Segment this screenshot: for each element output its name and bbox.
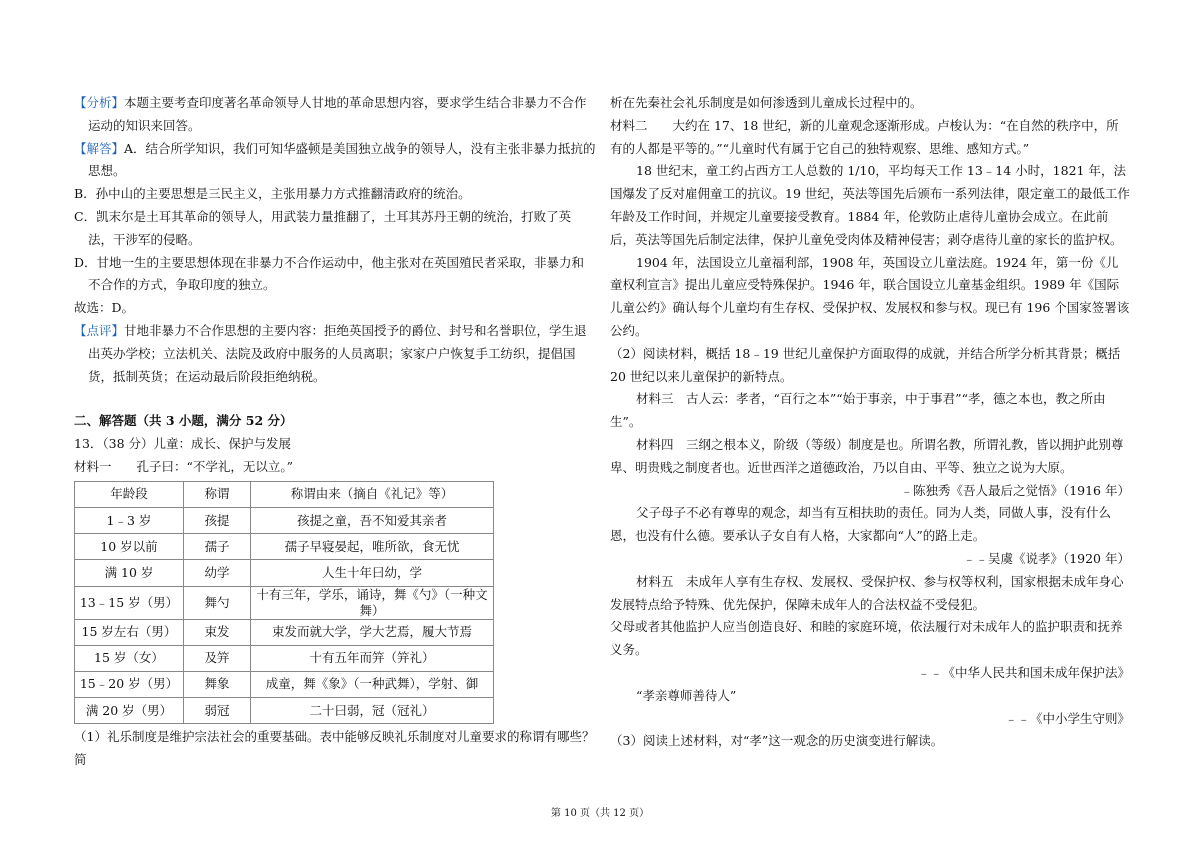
table-row (75, 507, 494, 533)
section-heading: 二、解答题（共 3 小题，满分 52 分） (74, 413, 293, 429)
table-cell: 13﹣15 岁（男） (75, 586, 184, 619)
choice: 故选：D。 (74, 300, 135, 316)
table-cell: 孺子 (184, 534, 251, 560)
table-row (75, 671, 494, 697)
answer-a-paragraph (74, 138, 596, 184)
question-13-1: （1）礼乐制度是维护宗法社会的重要基础。表中能够反映礼乐制度对儿童要求的称谓有哪些？简 (74, 729, 595, 768)
paragraph-parents: 父子母子不必有尊卑的观念，却当有互相扶助的责任。同为人类，同做人事，没有什么恩，也没有什么德。要承认子女自有人格，大家都向“人”的路上走。 (610, 505, 1112, 544)
material-2: 材料二 大约在 17、18 世纪，新的儿童观念逐渐形成。卢梭认为：“在自然的秩序中，所有的人都是平等的。”“儿童时代有属于它自己的独特观察、思维、感知方式。” (610, 117, 1119, 156)
age-title-table (74, 481, 494, 725)
table-cell: 舞勺 (184, 586, 251, 619)
analysis-tag: 【分析】 (74, 95, 125, 110)
question-13: 13．（38 分）儿童：成长、保护与发展 (74, 436, 292, 452)
paragraph-1904: 1904 年，法国设立儿童福利部，1908 年，英国设立儿童法庭。1924 年，第一份《儿童权利宣言》提出儿童应受特殊保护。1946 年，联合国设立儿童基金组织。1989 年《国际儿童公约》确认每个儿童均有生存权、受保护权、发展权和参与权。现已有 196 个国家签署该公约。 (610, 254, 1130, 338)
material-1: 材料一 孔子曰：“不学礼，无以立。” (74, 458, 294, 474)
answer-a: A．结合所学知识，我们可知华盛顿是美国独立战争的领导人，没有主张非暴力抵抗的思想。 (88, 140, 596, 179)
table-cell: 十有三年，学乐，诵诗，舞《勺》（一种文舞） (251, 586, 494, 619)
comment-text: 甘地非暴力不合作思想的主要内容：拒绝英国授予的爵位、封号和名誉职位，学生退出英办学校；立法机关、法院及政府中服务的人员离职；家家户户恢复手工纺织，提倡国货，抵制英货；在运动最后阶段拒绝纳税。 (88, 322, 587, 384)
table-cell: 满 20 岁（男） (75, 698, 184, 724)
source-wu-yu: ﹣﹣吴虞《说孝》（1920 年） (962, 550, 1130, 566)
source-student-code: ﹣﹣《中小学生守则》 (1004, 710, 1130, 726)
comment-paragraph (74, 320, 596, 388)
table-cell: 二十曰弱，冠（冠礼） (251, 698, 494, 724)
table-row (75, 698, 494, 724)
question-13-3: （3）阅读上述材料，对“孝”这一观念的历史演变进行解读。 (610, 733, 944, 749)
quote-xiao: “孝亲尊师善待人” (636, 687, 737, 703)
table-cell: 孺子早寝晏起，唯所欲，食无忧 (251, 534, 494, 560)
source-chen-duxiu: ﹣陈独秀《吾人最后之觉悟》（1916 年） (900, 482, 1130, 498)
table-cell: 1﹣3 岁 (75, 507, 184, 533)
table-row (75, 534, 494, 560)
analysis-paragraph (74, 92, 596, 138)
material-4: 材料四 三纲之根本义，阶级（等级）制度是也。所谓名教，所谓礼教，皆以拥护此别尊卑、明贵贱之制度者也。近世西洋之道德政治，乃以自由、平等、独立之说为大原。 (610, 436, 1124, 475)
table-cell: 15 岁左右（男） (75, 619, 184, 645)
table-cell: 成童，舞《象》（一种武舞），学射、御 (251, 671, 494, 697)
table-header-cell: 称谓由来（摘自《礼记》等） (251, 481, 494, 507)
table-row (75, 560, 494, 586)
right-column (610, 92, 1130, 753)
table-cell: 满 10 岁 (75, 560, 184, 586)
material-3: 材料三 古人云：孝者，“百行之本”“始于事亲，中于事君”“孝，德之本也，教之所由生”。 (610, 391, 1106, 430)
answer-c: C．凯末尔是土耳其革命的领导人，用武装力量推翻了，土耳其苏丹王朝的统治，打败了英法，干涉军的侵略。 (74, 208, 572, 247)
table-cell: 束发 (184, 619, 251, 645)
table-row (75, 645, 494, 671)
table-cell: 十有五年而笄（笄礼） (251, 645, 494, 671)
comment-tag: 【点评】 (74, 322, 125, 338)
question-13-1-continued: 析在先秦社会礼乐制度是如何渗透到儿童成长过程中的。 (610, 95, 923, 110)
table-cell: 弱冠 (184, 698, 251, 724)
table-header-cell: 年龄段 (75, 481, 184, 507)
table-cell: 10 岁以前 (75, 534, 184, 560)
material-5: 材料五 未成年人享有生存权、发展权、受保护权、参与权等权利，国家根据未成年身心发展特点给予特殊、优先保护，保障未成年人的合法权益不受侵犯。 (610, 573, 1124, 612)
table-cell: 舞象 (184, 671, 251, 697)
table-cell: 幼学 (184, 560, 251, 586)
answer-d: D．甘地一生的主要思想体现在非暴力不合作运动中，他主张对在英国殖民者采取，非暴力和不合作的方式，争取印度的独立。 (74, 254, 585, 293)
paragraph-child-labor: 18 世纪末，童工约占西方工人总数的 1/10，平均每天工作 13﹣14 小时，1821 年，法国爆发了反对雇佣童工的抗议。19 世纪，英法等国先后颁布一系列法律，限定童工的最低工作年龄及工作时间，并规定儿童要接受教育。1884 年，伦敦防止虐待儿童协会成立。在此前后，英法等国先后制定法律，保护儿童免受肉体及精神侵害；剥夺虐待儿童的家长的监护权。 (610, 163, 1130, 247)
table-cell: 孩提之童，吾不知爱其亲者 (251, 507, 494, 533)
page-footer: 第 10 页（共 12 页） (550, 808, 650, 819)
table-cell: 孩提 (184, 507, 251, 533)
answer-tag: 【解答】 (74, 140, 125, 156)
paragraph-guardian: 父母或者其他监护人应当创造良好、和睦的家庭环境，依法履行对未成年人的监护职责和抚养义务。 (610, 619, 1123, 658)
question-13-2: （2）阅读材料，概括 18﹣19 世纪儿童保护方面取得的成就，并结合所学分析其背景；概括 20 世纪以来儿童保护的新特点。 (610, 345, 1121, 384)
table-cell: 15 岁（女） (75, 645, 184, 671)
table-row (75, 586, 494, 619)
table-header-row (75, 481, 494, 507)
table-cell: 人生十年曰幼，学 (251, 560, 494, 586)
answer-b: B．孙中山的主要思想是三民主义，主张用暴力方式推翻清政府的统治。 (74, 186, 471, 202)
table-cell: 束发而就大学，学大艺焉，履大节焉 (251, 619, 494, 645)
source-minor-protection-law: ﹣﹣《中华人民共和国未成年保护法》 (917, 664, 1130, 680)
left-column (74, 92, 596, 772)
table-header-cell: 称谓 (184, 481, 251, 507)
table-cell: 15﹣20 岁（男） (75, 671, 184, 697)
table-row (75, 619, 494, 645)
analysis-text: 本题主要考查印度著名革命领导人甘地的革命思想内容，要求学生结合非暴力不合作运动的知识来回答。 (88, 95, 587, 133)
table-cell: 及笄 (184, 645, 251, 671)
